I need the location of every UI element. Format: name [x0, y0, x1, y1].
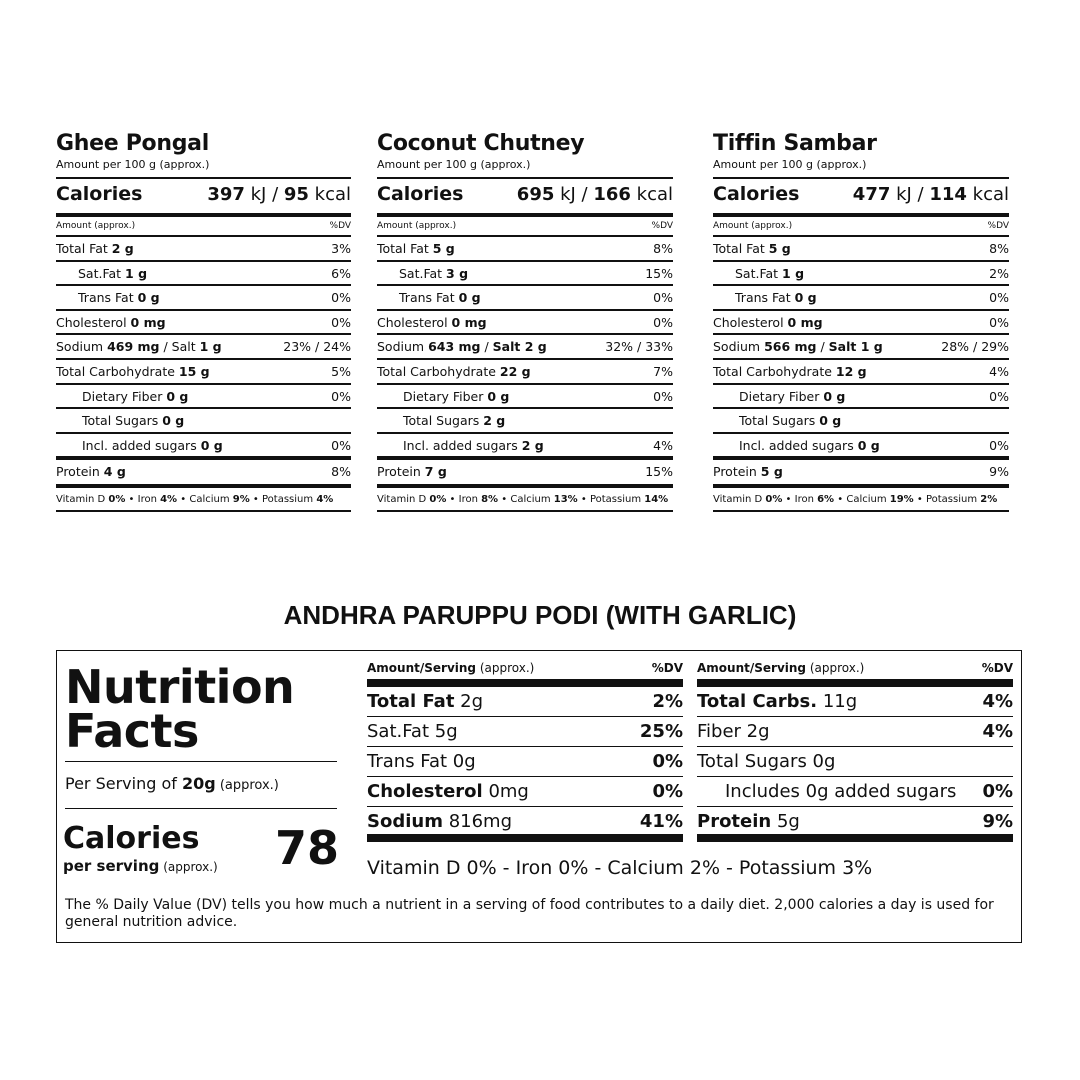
calories-label: Calories: [377, 183, 464, 205]
vitamin-value: 0%: [108, 493, 126, 505]
vitamin-label: • Potassium: [913, 493, 981, 505]
nutrient-name: Total Carbohydrate: [377, 363, 500, 379]
nutrient-dv: 0%: [989, 437, 1009, 453]
nutrient-row: [713, 235, 1009, 260]
nutrient-label: [713, 286, 817, 309]
nutrient-label: [377, 385, 509, 408]
vitamin-value: 19%: [889, 493, 914, 505]
nutrient-amount: 12 g: [835, 363, 867, 379]
nutrient-name: Sodium: [713, 339, 765, 355]
nf-row-label: [697, 687, 857, 716]
dv-label: %DV: [329, 221, 351, 231]
nutrient-label: [377, 286, 481, 309]
nf-left-hdr-dv: %DV: [651, 661, 683, 675]
nutrient-name: Total Sugars: [403, 413, 484, 429]
nutrient-row: [56, 260, 351, 285]
amount-header: [56, 213, 351, 235]
nf-row-bold: Total Carbs.: [697, 691, 818, 712]
vitamin-label: Vitamin D: [56, 493, 109, 505]
nf-serving-prefix: Per Serving of: [65, 774, 182, 793]
podi-heading: ANDHRA PARUPPU PODI (WITH GARLIC): [283, 600, 797, 630]
nutrient-row: [713, 284, 1009, 309]
nutrient-label: [713, 237, 791, 260]
nutrient-label: [56, 460, 126, 481]
nutrient-label: [713, 311, 823, 334]
nutrient-name: Total Carbohydrate: [56, 363, 179, 379]
nutrient-name: Sat.Fat: [735, 265, 783, 281]
nutrient-row: [377, 284, 673, 309]
nf-row: [697, 717, 1013, 747]
vitamins-row: [56, 484, 351, 512]
nf-row-bold: Total Fat: [367, 691, 455, 712]
nutrient-name: Dietary Fiber: [82, 388, 167, 404]
nf-vitamins: Vitamin D 0% - Iron 0% - Calcium 2% - Potassium 3%: [367, 857, 873, 879]
panel-title: Coconut Chutney: [377, 131, 585, 156]
nutrient-dv: 0%: [989, 314, 1009, 330]
calories-value: [207, 184, 351, 205]
nutrient-dv: 28% / 29%: [941, 339, 1009, 355]
nutrient-row: [56, 383, 351, 408]
nutrient-dv: 0%: [331, 437, 351, 453]
panel-subtitle: Amount per 100 g (approx.): [56, 158, 210, 171]
vitamin-value: 9%: [232, 493, 250, 505]
nutrient-row: [377, 432, 673, 457]
nutrient-dv: 15%: [645, 464, 673, 480]
nf-left-col: [367, 661, 683, 842]
kj-unit: kJ /: [890, 184, 930, 205]
nutrient-row: [56, 333, 351, 358]
nutrient-name: Incl. added sugars: [403, 437, 522, 453]
nutrient-name: Dietary Fiber: [403, 388, 488, 404]
nutrition-panel: [56, 130, 351, 512]
nutrient-label: [377, 262, 468, 285]
nutrient-name-2: /: [816, 339, 829, 355]
nutrient-label: [56, 286, 160, 309]
calories-row: [56, 177, 351, 209]
kcal-value: 114: [929, 184, 967, 205]
nutrient-amount: 0 g: [487, 388, 510, 404]
nutrient-name-2: /: [480, 339, 493, 355]
nf-serving-suffix: (approx.): [215, 778, 279, 793]
vitamin-value: 4%: [316, 493, 334, 505]
nutrient-label: [377, 409, 505, 432]
nf-right-hdr-bold: Amount/Serving: [697, 661, 807, 675]
nf-row: [367, 747, 683, 777]
panel-subtitle: Amount per 100 g (approx.): [713, 158, 867, 171]
nf-row-rest: 11g: [817, 691, 858, 712]
nf-row-dv: 25%: [639, 721, 683, 742]
vitamin-value: 8%: [481, 493, 499, 505]
nf-row-rest: Includes 0g added sugars: [725, 781, 957, 802]
nutrient-amount: 0 g: [857, 437, 880, 453]
nutrition-panel: [713, 130, 1009, 512]
nf-row-dv: 4%: [982, 721, 1013, 742]
nutrient-row: [713, 383, 1009, 408]
nutrient-row: [56, 432, 351, 457]
nf-row-rest: Total Sugars 0g: [697, 751, 836, 772]
nutrient-dv: 32% / 33%: [605, 339, 673, 355]
vitamin-value: 4%: [160, 493, 178, 505]
nutrient-row: [377, 407, 673, 432]
nutrient-dv: 0%: [331, 388, 351, 404]
nutrient-row: [377, 260, 673, 285]
nutrient-row: [56, 456, 351, 481]
nf-row: [697, 747, 1013, 777]
nf-row-label: [697, 777, 956, 806]
nf-row-label: [697, 747, 835, 776]
nf-row-dv: 0%: [652, 781, 683, 802]
nf-row-dv: 2%: [652, 691, 683, 712]
nutrient-amount: 0 g: [458, 290, 481, 306]
nutrient-label: [56, 335, 222, 358]
vitamins-row: [377, 484, 673, 512]
nf-title: [65, 660, 295, 758]
nutrient-dv: 15%: [645, 265, 673, 281]
nutrient-dv: 4%: [989, 363, 1009, 379]
nutrient-amount: 1 g: [782, 265, 805, 281]
panel-title: Ghee Pongal: [56, 131, 209, 156]
nutrient-dv: 0%: [653, 290, 673, 306]
nutrient-amount: 0 g: [794, 290, 817, 306]
nutrient-name: Trans Fat: [78, 290, 138, 306]
nf-per-serving-label: per serving: [63, 857, 160, 875]
nutrient-name: Incl. added sugars: [739, 437, 858, 453]
nutrient-amount: 5 g: [432, 241, 455, 256]
nutrient-label: [377, 434, 544, 457]
nf-calories-label: Calories: [63, 821, 200, 856]
nutrient-dv: 8%: [331, 464, 351, 480]
nutrient-amount-2: Salt 2 g: [492, 339, 547, 355]
nf-right-col-header: [697, 661, 1013, 687]
nutrient-name: Protein: [377, 464, 425, 480]
nutrient-amount: 2 g: [521, 437, 544, 453]
nutrient-label: [377, 237, 455, 260]
nutrient-dv: 8%: [989, 241, 1009, 256]
calories-row: [377, 177, 673, 209]
nutrient-row: [56, 358, 351, 383]
vitamin-value: 0%: [765, 493, 783, 505]
nutrient-dv: 5%: [331, 363, 351, 379]
nutrient-row: [713, 407, 1009, 432]
nf-per-serving: [63, 857, 218, 875]
nutrient-name: Sat.Fat: [78, 265, 126, 281]
kj-value: 477: [852, 184, 891, 205]
calories-label: Calories: [56, 183, 143, 205]
nutrient-amount: 2 g: [111, 241, 134, 256]
nutrient-name: Sodium: [56, 339, 108, 355]
nutrient-dv: 0%: [989, 290, 1009, 306]
nutrient-amount: 15 g: [178, 363, 210, 379]
nutrient-name: Cholesterol: [56, 314, 131, 330]
nutrient-name: Incl. added sugars: [82, 437, 201, 453]
nutrient-amount: 0 g: [200, 437, 223, 453]
nutrient-row: [56, 284, 351, 309]
nutrient-amount: 0 g: [162, 413, 185, 429]
nf-row-bold: Cholesterol: [367, 781, 483, 802]
nf-row-rest: Fiber 2g: [697, 721, 770, 742]
nf-per-serving-note: (approx.): [159, 860, 218, 874]
kcal-unit: kcal: [630, 184, 673, 205]
nutrient-amount: 5 g: [760, 464, 783, 480]
vitamin-value: 14%: [644, 493, 669, 505]
vitamin-label: • Iron: [782, 493, 818, 505]
nf-row-label: [367, 747, 476, 776]
dv-label: %DV: [651, 221, 673, 231]
nutrient-label: [56, 262, 147, 285]
vitamin-label: • Potassium: [249, 493, 317, 505]
calories-value: [853, 184, 1009, 205]
vitamins-row: [713, 484, 1009, 512]
nutrient-label: [377, 460, 447, 481]
kcal-unit: kcal: [308, 184, 351, 205]
nf-row-dv: 4%: [982, 691, 1013, 712]
vitamin-label: • Iron: [446, 493, 482, 505]
amount-header: [377, 213, 673, 235]
nutrient-row: [377, 383, 673, 408]
nutrient-row: [377, 333, 673, 358]
nf-calories-value: 78: [275, 821, 340, 875]
nutrient-row: [56, 309, 351, 334]
nf-title-line1: Nutrition: [65, 660, 295, 714]
nf-row-dv: 0%: [652, 751, 683, 772]
nf-row-label: [697, 807, 800, 834]
nutrient-dv: 0%: [653, 314, 673, 330]
vitamin-label: • Calcium: [498, 493, 554, 505]
nutrient-label: [713, 460, 783, 481]
nf-row-rest: 0mg: [482, 781, 529, 802]
nutrient-amount: 469 mg: [107, 339, 160, 355]
nutrient-dv: 3%: [331, 241, 351, 256]
panel-title: Tiffin Sambar: [713, 131, 877, 156]
nf-right-rows: [697, 687, 1013, 842]
nutrient-amount: 0 g: [819, 413, 842, 429]
nf-row-label: [367, 687, 483, 716]
vitamin-label: • Iron: [125, 493, 161, 505]
nf-row: [367, 687, 683, 717]
nf-row-dv: 41%: [639, 811, 683, 832]
nf-left-col-header: [367, 661, 683, 687]
nutrient-label: [713, 360, 867, 383]
nutrient-name: Cholesterol: [713, 314, 788, 330]
kcal-value: 95: [283, 184, 309, 205]
nutrient-row: [713, 260, 1009, 285]
nf-left-rows: [367, 687, 683, 842]
nutrient-dv: 0%: [331, 290, 351, 306]
nutrient-label: [377, 360, 531, 383]
nf-left-hdr-bold: Amount/Serving: [367, 661, 477, 675]
nutrient-amount-2: Salt 1 g: [828, 339, 883, 355]
nutrient-amount: 1 g: [125, 265, 148, 281]
nf-row-rest: Sat.Fat 5g: [367, 721, 458, 742]
nutrient-name: Total Sugars: [739, 413, 820, 429]
nutrient-dv: 7%: [653, 363, 673, 379]
nutrient-name: Total Fat: [56, 241, 112, 256]
nutrient-dv: 23% / 24%: [283, 339, 351, 355]
nutrient-dv: 8%: [653, 241, 673, 256]
nutrient-amount: 3 g: [446, 265, 469, 281]
nutrient-name: Sat.Fat: [399, 265, 447, 281]
kj-unit: kJ /: [554, 184, 594, 205]
calories-label: Calories: [713, 183, 800, 205]
nf-row-label: [697, 717, 770, 746]
nutrient-amount: 22 g: [499, 363, 531, 379]
nutrient-row: [713, 358, 1009, 383]
vitamin-label: • Calcium: [834, 493, 890, 505]
vitamin-value: 6%: [817, 493, 835, 505]
nutrient-row: [713, 456, 1009, 481]
kj-unit: kJ /: [244, 184, 284, 205]
nutrient-amount: 0 g: [137, 290, 160, 306]
nf-row-rest: 5g: [771, 811, 800, 832]
vitamin-label: Vitamin D: [713, 493, 766, 505]
nutrient-row: [56, 235, 351, 260]
nutrient-dv: 4%: [653, 437, 673, 453]
nutrient-label: [56, 311, 166, 334]
nutrient-amount: 2 g: [483, 413, 506, 429]
nutrient-row: [56, 407, 351, 432]
nutrient-label: [56, 434, 223, 457]
nutrient-name-2: / Salt: [159, 339, 200, 355]
nutrient-label: [56, 237, 134, 260]
kj-value: 695: [516, 184, 555, 205]
nf-left-hdr-note: (approx.): [476, 661, 535, 675]
dv-label: %DV: [987, 221, 1009, 231]
nutrient-name: Total Carbohydrate: [713, 363, 836, 379]
nutrient-name: Sodium: [377, 339, 429, 355]
vitamin-label: • Potassium: [577, 493, 645, 505]
nutrient-name: Dietary Fiber: [739, 388, 824, 404]
nutrient-row: [377, 235, 673, 260]
nutrient-label: [56, 409, 184, 432]
nf-row-label: [367, 807, 512, 834]
nutrient-name: Protein: [56, 464, 104, 480]
nutrient-amount-2: 1 g: [199, 339, 222, 355]
nutrient-dv: 0%: [331, 314, 351, 330]
nutrient-label: [713, 409, 841, 432]
nutrient-label: [713, 434, 880, 457]
nf-right-hdr-dv: %DV: [981, 661, 1013, 675]
nutrient-name: Trans Fat: [399, 290, 459, 306]
nutrient-dv: 2%: [989, 265, 1009, 281]
calories-value: [517, 184, 673, 205]
amount-header: [713, 213, 1009, 235]
vitamin-label: Vitamin D: [377, 493, 430, 505]
nutrient-name: Total Fat: [713, 241, 769, 256]
calories-row: [713, 177, 1009, 209]
nutrient-name: Total Fat: [377, 241, 433, 256]
nf-right-hdr-note: (approx.): [806, 661, 865, 675]
nf-row: [367, 807, 683, 842]
nutrient-row: [713, 333, 1009, 358]
nf-row: [367, 777, 683, 807]
nutrient-dv: 0%: [989, 388, 1009, 404]
nutrient-amount: 0 g: [166, 388, 189, 404]
nf-row-bold: Sodium: [367, 811, 443, 832]
nutrient-amount: 566 mg: [764, 339, 817, 355]
nutrient-label: [377, 311, 487, 334]
nutrient-amount: 5 g: [768, 241, 791, 256]
nf-row-label: [367, 717, 458, 746]
nf-row-rest: 2g: [454, 691, 484, 712]
nutrient-amount: 4 g: [103, 464, 126, 480]
nf-serving: [65, 761, 337, 809]
nutrient-name: Cholesterol: [377, 314, 452, 330]
nutrient-amount: 0 mg: [787, 314, 823, 330]
amount-label: Amount (approx.): [377, 221, 457, 231]
nf-row-dv: 0%: [982, 781, 1013, 802]
nf-dv-note: The % Daily Value (DV) tells you how much a nutrient in a serving of food contributes to a daily diet. 2,000 calories a day is used for general nutrition advice.: [65, 897, 994, 930]
nutrient-row: [377, 309, 673, 334]
nutrient-dv: 6%: [331, 265, 351, 281]
nutrition-panel: [377, 130, 673, 512]
amount-label: Amount (approx.): [56, 221, 136, 231]
nutrient-row: [713, 432, 1009, 457]
nutrient-amount: 0 mg: [130, 314, 166, 330]
nutrient-label: [377, 335, 547, 358]
nf-row: [697, 687, 1013, 717]
nutrient-name: Trans Fat: [735, 290, 795, 306]
nutrient-row: [713, 309, 1009, 334]
nutrient-amount: 7 g: [424, 464, 447, 480]
nf-title-line2: Facts: [65, 704, 199, 758]
nutrient-label: [713, 385, 845, 408]
kj-value: 397: [207, 184, 245, 205]
nf-row-rest: Trans Fat 0g: [367, 751, 476, 772]
nf-row: [697, 777, 1013, 807]
podi-nutrition-facts: [56, 650, 1022, 943]
vitamin-value: 2%: [980, 493, 998, 505]
nf-row-dv: 9%: [982, 811, 1013, 832]
nf-serving-value: 20g: [181, 774, 216, 793]
nutrient-label: [56, 385, 188, 408]
nutrient-amount: 0 mg: [451, 314, 487, 330]
nutrient-name: Protein: [713, 464, 761, 480]
nf-row-bold: Protein: [697, 811, 772, 832]
nutrient-amount: 643 mg: [428, 339, 481, 355]
nutrient-dv: 9%: [989, 464, 1009, 480]
nf-row: [367, 717, 683, 747]
nf-right-col: [697, 661, 1013, 842]
nutrient-label: [713, 335, 883, 358]
nutrient-label: [56, 360, 210, 383]
nf-row-label: [367, 777, 529, 806]
nutrient-name: Total Sugars: [82, 413, 163, 429]
panel-subtitle: Amount per 100 g (approx.): [377, 158, 531, 171]
nutrient-row: [377, 456, 673, 481]
nutrient-dv: 0%: [653, 388, 673, 404]
nutrient-amount: 0 g: [823, 388, 846, 404]
nf-row: [697, 807, 1013, 842]
nutrient-label: [713, 262, 804, 285]
vitamin-label: • Calcium: [177, 493, 233, 505]
vitamin-value: 0%: [429, 493, 447, 505]
amount-label: Amount (approx.): [713, 221, 793, 231]
kcal-unit: kcal: [966, 184, 1009, 205]
kcal-value: 166: [593, 184, 631, 205]
vitamin-value: 13%: [553, 493, 578, 505]
nf-row-rest: 816mg: [442, 811, 513, 832]
nutrient-row: [377, 358, 673, 383]
